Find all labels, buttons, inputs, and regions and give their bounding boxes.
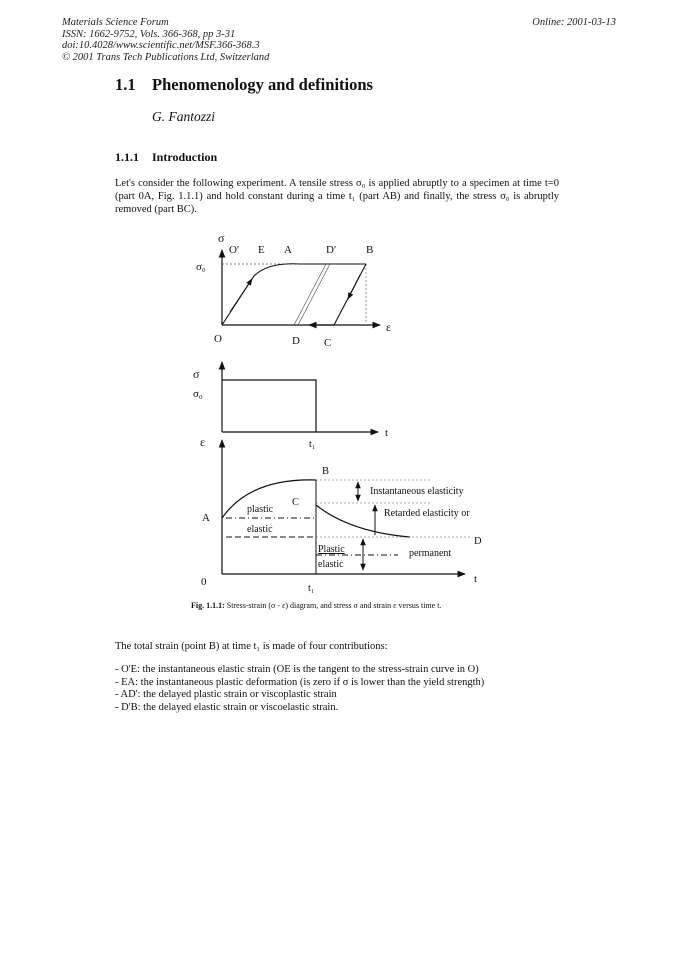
total-strain-paragraph: The total strain (point B) at time t₁ is made of four contributions: (115, 641, 388, 652)
list-item: - AD': the delayed plastic strain or viscoplastic strain (115, 689, 337, 700)
top-diagram (196, 231, 391, 349)
list-item: - EA: the instantaneous plastic deformation (is zero if σ is lower than the yield strength) (115, 676, 485, 688)
middle-x-axis-label: t (385, 427, 389, 439)
list-item: - O'E: the instantaneous elastic strain (OE is the tangent to the stress-strain curve in O) (115, 664, 479, 675)
section-number: 1.1.1 (115, 150, 139, 164)
label-d-prime: D' (326, 244, 336, 256)
label-elastic-lower: elastic (318, 559, 344, 570)
intro-paragraph: Let's consider the following experiment. A tensile stress σ₀ is applied abruptly to a specimen at time t=0 (part 0A, Fig. 1.1.1) and hold constant during a time t₁ (part AB) and finally, the stress σ₀ is abruptly removed (part BC). (115, 178, 559, 215)
bottom-point-a: A (202, 512, 210, 524)
caption-text: Stress-strain (σ - ε) diagram, and stress σ and strain ε versus time t. (226, 601, 442, 610)
chapter-number: 1.1 (115, 75, 136, 94)
label-o: O (214, 333, 222, 345)
section-title: Introduction (152, 150, 218, 164)
middle-diagram (193, 362, 388, 450)
journal-issn: ISSN: 1662-9752, Vols. 366-368, pp 3-31 (62, 28, 236, 40)
loading-arrow (230, 279, 252, 312)
label-o-prime: O' (229, 244, 239, 256)
label-instantaneous-elasticity: Instantaneous elasticity (370, 486, 464, 497)
bottom-y-axis-label: ε (200, 435, 206, 449)
bottom-point-b: B (322, 466, 330, 477)
top-x-axis-label: ε (386, 320, 392, 334)
figure-caption (191, 601, 441, 610)
loading-curve (222, 264, 366, 325)
middle-y-axis-label: σ (193, 367, 200, 381)
list-item: - D'B: the delayed elastic strain or viscoelastic strain. (115, 701, 339, 713)
label-a: A (284, 244, 292, 256)
dprime-line-2 (294, 264, 326, 325)
stress-step (222, 380, 316, 432)
journal-copyright: © 2001 Trans Tech Publications Ltd, Switzerland (62, 51, 270, 63)
bottom-origin-label: 0 (201, 576, 207, 588)
top-y-axis-label: σ (218, 231, 225, 245)
label-b: B (366, 244, 374, 256)
unloading-arrow (348, 275, 360, 299)
label-plastic-upper: plastic (247, 504, 274, 515)
dprime-line-1 (298, 264, 330, 325)
label-permanent: permanent (409, 548, 452, 559)
online-date: Online: 2001-03-13 (532, 17, 616, 28)
middle-t1-label: t₁ (309, 439, 316, 450)
contribution-list (115, 664, 484, 714)
label-e: E (258, 244, 265, 256)
label-c: C (324, 337, 332, 349)
chapter-title-text: Phenomenology and definitions (152, 75, 373, 94)
label-retarded-elasticity: Retarded elasticity or (384, 508, 470, 519)
bottom-point-c: C (292, 497, 300, 508)
label-plastic-lower: Plastic (318, 544, 345, 555)
bottom-x-axis-label: t (474, 573, 478, 585)
top-sigma0-label: σ₀ (196, 261, 206, 273)
bottom-point-d: D (474, 536, 482, 547)
label-d: D (292, 335, 300, 347)
label-elastic-upper: elastic (247, 524, 273, 535)
journal-name: Materials Science Forum (62, 17, 169, 28)
bottom-t1-label: t₁ (308, 583, 315, 594)
author: G. Fantozzi (152, 109, 216, 124)
bottom-diagram (200, 435, 482, 594)
middle-sigma0-label: σ₀ (193, 388, 203, 400)
journal-doi: doi:10.4028/www.scientific.net/MSF.366-368.3 (62, 40, 260, 51)
caption-label: Fig. 1.1.1: (191, 601, 225, 610)
